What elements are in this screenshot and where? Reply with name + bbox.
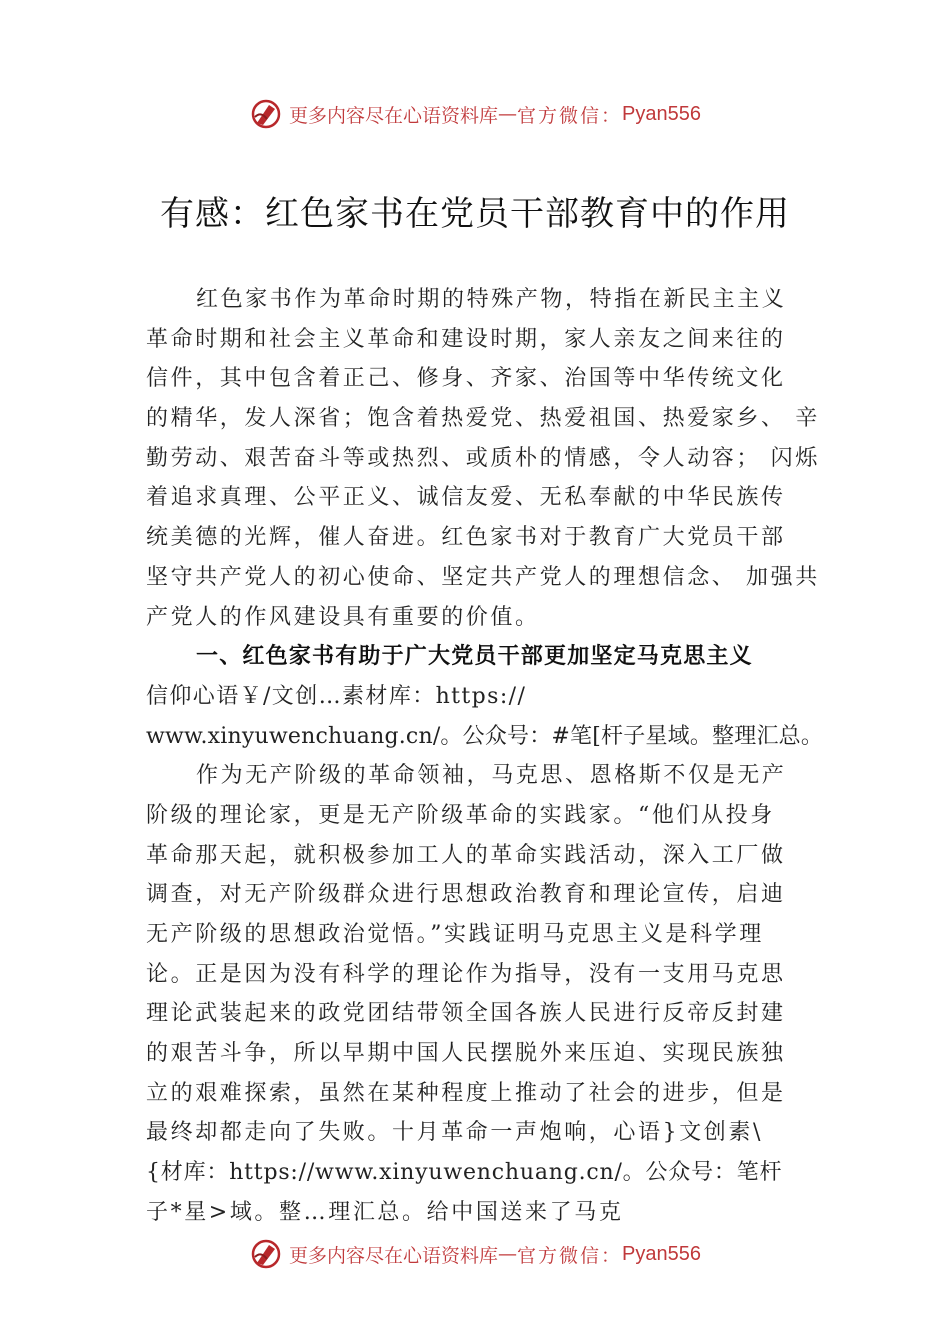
footer-banner	[0, 1232, 950, 1276]
section-heading: 一、红色家书有助于广大党员干部更加坚定马克思主义	[196, 644, 753, 670]
body-line: www.xinyuwenchuang.cn/。公众号：#笔[杆子星域。整理汇总。	[146, 723, 824, 749]
body-line: 红色家书作为革命时期的特殊产物，特指在新民主主义	[196, 287, 787, 312]
body-line: 产党人的作风建设具有重要的价值。	[146, 604, 540, 630]
body-line: 无产阶级的思想政治觉悟。”实践证明马克思主义是科学理	[146, 922, 764, 947]
body-line: 坚守共产党人的初心使命、坚定共产党人的理想信念、 加强共	[146, 564, 820, 590]
body-line: 的艰苦斗争，所以早期中国人民摆脱外来压迫、实现民族独	[146, 1041, 786, 1067]
body-line: 论。正是因为没有科学的理论作为指导，没有一支用马克思	[146, 961, 786, 987]
body-line: 勤劳动、艰苦奋斗等或热烈、或质朴的情感，令人动容； 闪烁	[146, 445, 820, 471]
body-line: 作为无产阶级的革命领袖，马克思、恩格斯不仅是无产	[196, 763, 787, 789]
body-line: 革命时期和社会主义革命和建设时期，家人亲友之间来往的	[146, 326, 786, 352]
body-line: 的精华，发人深省；饱含着热爱党、热爱祖国、热爱家乡、 辛	[146, 406, 820, 432]
body-line: 革命那天起，就积极参加工人的革命实践活动，深入工厂做	[146, 842, 786, 868]
body-line: {材库：https://www.xinyuwenchuang.cn/。公众号：笔杆	[146, 1160, 783, 1186]
body-line: 信仰心语￥/文创…素材库：https://	[146, 683, 527, 709]
document-title: 有感：红色家书在党员干部教育中的作用	[160, 194, 790, 234]
body-line: 调查，对无产阶级群众进行思想政治教育和理论宣传，启迪	[146, 882, 786, 908]
banner-wechat-label: 官方微信：	[517, 104, 623, 127]
body-line: 统美德的光辉，催人奋进。红色家书对于教育广大党员干部	[146, 525, 786, 551]
banner-wechat-label: 官方微信：	[517, 1244, 623, 1267]
banner-dash: —	[498, 103, 518, 125]
body-line: 理论武装起来的政党团结带领全国各族人民进行反帝反封建	[146, 1001, 786, 1027]
banner-dash: —	[498, 1243, 518, 1265]
banner-wechat-id: Pyan556	[622, 102, 701, 125]
logo-icon	[249, 1237, 283, 1271]
body-line: 最终却都走向了失败。十月革命一声炮响，心语}文创素\	[146, 1120, 764, 1146]
banner-wechat-id: Pyan556	[622, 1242, 701, 1265]
body-line: 阶级的理论家，更是无产阶级革命的实践家。“他们从投身	[146, 802, 775, 828]
body-line: 子*星>域。整…理汇总。给中国送来了马克	[146, 1199, 624, 1225]
document-body	[146, 280, 866, 1233]
header-banner	[0, 92, 950, 136]
logo-icon	[249, 97, 283, 131]
body-line: 着追求真理、公平正义、诚信友爱、无私奉献的中华民族传	[146, 485, 786, 511]
body-line: 立的艰难探索，虽然在某种程度上推动了社会的进步，但是	[146, 1080, 786, 1106]
banner-lead-text: 更多内容尽在心语资料库	[289, 104, 499, 127]
body-line: 信件，其中包含着正己、修身、齐家、治国等中华传统文化	[146, 366, 786, 392]
banner-lead-text: 更多内容尽在心语资料库	[289, 1244, 499, 1267]
